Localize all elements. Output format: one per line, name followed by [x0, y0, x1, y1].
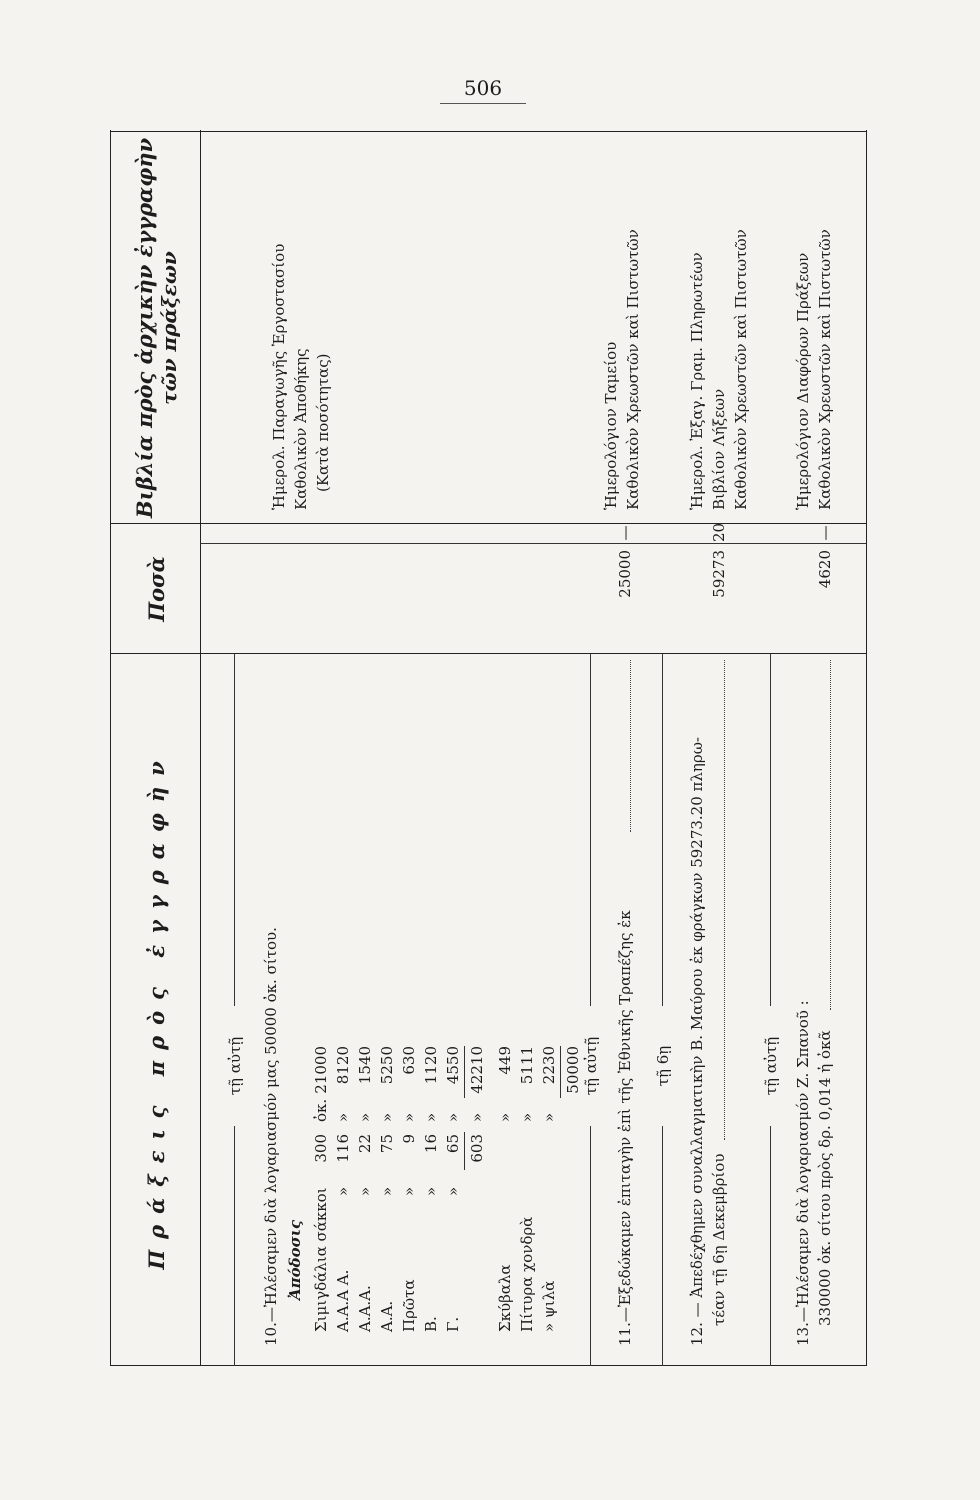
entry-12-amount: 59273 [710, 550, 728, 598]
yield-count: 65 [444, 1134, 462, 1154]
entry-11-leader [630, 660, 631, 832]
header-rule [200, 130, 201, 1366]
date-label-2: τῇ αὐτῇ [582, 1036, 600, 1096]
date-rule-right [234, 654, 235, 1006]
table-left-rule [110, 1365, 866, 1366]
yield-ditto: » [400, 1186, 418, 1196]
date-label-1: τῇ αὐτῇ [226, 1036, 244, 1096]
extra-value: 2230 [540, 1046, 558, 1085]
date-rule-left [234, 1126, 235, 1366]
date-rule-left [662, 1126, 663, 1366]
extra-mark: » [540, 1112, 558, 1122]
date-label-3: τῇ 6ῃ [654, 1045, 672, 1087]
cents-column-rule [200, 543, 866, 544]
extra-label: Πίτυρα χονδρὰ [518, 1216, 536, 1332]
yield-mark: » [400, 1112, 418, 1122]
date-rule-right [662, 654, 663, 1006]
entry-10-book-1: Ἡμερολ. Παραγωγῆς Ἐργοστασίου [270, 243, 288, 510]
extra-label: Σκύβαλα [496, 1264, 514, 1332]
yield-ditto: » [444, 1186, 462, 1196]
yield-value: 8120 [334, 1046, 352, 1085]
entry-11-book-2: Καθολικὸν Χρεωστῶν καὶ Πιστωτῶν [624, 229, 642, 510]
yield-value: 21000 [312, 1046, 330, 1094]
entry-10-text: 10.—Ἠλέσαμεν διὰ λογαριασμόν μας 50000 ὀκ. σίτου. [262, 927, 280, 1346]
yield-value: 1120 [422, 1046, 440, 1085]
yield-label: Α.Α.Α Α. [334, 1269, 352, 1332]
subtotal-mark: » [468, 1112, 486, 1122]
entry-12-book-3: Καθολικὸν Χρεωστῶν καὶ Πιστωτῶν [732, 229, 750, 510]
entry-13-text-line2: 330000 ὀκ. σίτου πρὸς δρ. 0,014 ἡ ὀκᾶ [816, 1030, 834, 1326]
entry-12-cents: 20 [710, 522, 728, 542]
yield-label: Β. [422, 1316, 440, 1332]
date-rule-right [770, 654, 771, 1006]
yield-mark: ὀκ. [312, 1098, 330, 1122]
yield-label: Πρῶτα [400, 1279, 418, 1332]
count-total: 603 [468, 1134, 486, 1163]
yield-value: 5250 [378, 1046, 396, 1085]
entry-10-book-2: Καθολικὸν Ἀποθήκης [292, 348, 310, 510]
grand-total: 50000 [564, 1046, 582, 1094]
yield-mark: » [356, 1112, 374, 1122]
entry-13-cents: — [816, 525, 834, 541]
entry-11-cents: — [616, 525, 634, 541]
yield-ditto: » [334, 1186, 352, 1196]
table-bottom-rule [866, 130, 867, 1366]
yield-ditto: » [378, 1186, 396, 1196]
yield-ditto: » [422, 1186, 440, 1196]
entry-11-book-1: Ἡμερολόγιον Ταμείου [602, 341, 620, 510]
subtotal-rule [464, 1046, 465, 1098]
yield-count: 116 [334, 1134, 352, 1163]
extra-label: » ψιλὰ [540, 1280, 558, 1332]
entry-13-book-2: Καθολικὸν Χρεωστῶν καὶ Πιστωτῶν [816, 229, 834, 510]
yield-label: Γ. [444, 1316, 462, 1332]
yield-count: 75 [378, 1134, 396, 1154]
yield-value: 630 [400, 1046, 418, 1075]
header-books-line1: Βιβλία πρὸς ἀρχικὴν ἐγγραφὴν [131, 137, 157, 519]
table-top-rule [110, 130, 111, 1366]
date-rule-left [590, 1126, 591, 1366]
yield-label: Α.Α.Α. [356, 1285, 374, 1332]
entry-12-leader [724, 660, 725, 1140]
yield-ditto: » [356, 1186, 374, 1196]
page-number: 506 [463, 76, 503, 100]
header-transactions: Πράξεις πρὸς ἐγγραφὴν [143, 750, 169, 1270]
date-rule-left [770, 1126, 771, 1366]
entry-10-subtitle: Ἀπόδοσις [286, 1219, 304, 1300]
entry-10-book-3: (Κατὰ ποσότητας) [314, 353, 332, 492]
yield-count: 16 [422, 1134, 440, 1154]
entry-12-text-line1: 12. — Ἀπεδέχθημεν συναλλαγματικὴν Β. Μαύρου ἐκ φράγκων 59273.20 πληρω- [688, 736, 706, 1346]
yield-value: 4550 [444, 1046, 462, 1085]
entry-13-amount: 4620 [816, 550, 834, 589]
amount-column-rule [110, 653, 866, 654]
entry-11-amount: 25000 [616, 550, 634, 598]
yield-count: 300 [312, 1134, 330, 1163]
yield-count: 9 [400, 1134, 418, 1144]
books-column-rule [110, 523, 866, 524]
date-label-4: τῇ αὐτῇ [762, 1036, 780, 1096]
extra-value: 5111 [518, 1046, 536, 1085]
entry-13-book-1: Ἡμερολόγιον Διαφόρων Πράξεων [794, 252, 812, 510]
yield-value: 1540 [356, 1046, 374, 1085]
page-number-rule [440, 103, 526, 104]
extra-mark: » [518, 1112, 536, 1122]
entry-12-text-line2: τέαν τῇ 6ῃ Δεκεμβρίου [710, 1153, 728, 1326]
ledger-table [110, 130, 870, 1366]
entry-12-book-1: Ἡμερολ. Ἐξαγ. Γραμ. Πληρωτέων [688, 252, 706, 510]
yield-mark: » [334, 1112, 352, 1122]
entry-13-leader [830, 660, 831, 1010]
yield-mark: » [378, 1112, 396, 1122]
entry-11-text: 11.—Ἐξεδώκαμεν ἐπιταγὴν ἐπὶ τῆς Ἐθνικῆς Τραπέζης ἐκ [616, 910, 634, 1346]
extra-mark: » [496, 1112, 514, 1122]
yield-mark: » [422, 1112, 440, 1122]
count-total-rule [464, 1132, 465, 1170]
grand-total-rule [560, 1046, 561, 1098]
yield-label: Σιμιγδάλια σάκκοι [312, 1187, 330, 1332]
header-amounts: Ποσὰ [143, 556, 169, 622]
extra-value: 449 [496, 1046, 514, 1075]
entry-12-book-2: Βιβλίον Λήξεων [710, 388, 728, 510]
entry-13-text-line1: 13.—Ἠλέσαμεν διὰ λογαριασμόν Ζ. Σπανοῦ : [794, 1000, 812, 1346]
value-subtotal: 42210 [468, 1046, 486, 1094]
yield-count: 22 [356, 1134, 374, 1154]
header-books [114, 132, 198, 524]
date-rule-right [590, 654, 591, 1006]
table-right-rule [110, 131, 866, 132]
header-books-line2: τῶν πράξεων [156, 251, 181, 405]
yield-mark: » [444, 1112, 462, 1122]
yield-label: Α.Α. [378, 1300, 396, 1332]
